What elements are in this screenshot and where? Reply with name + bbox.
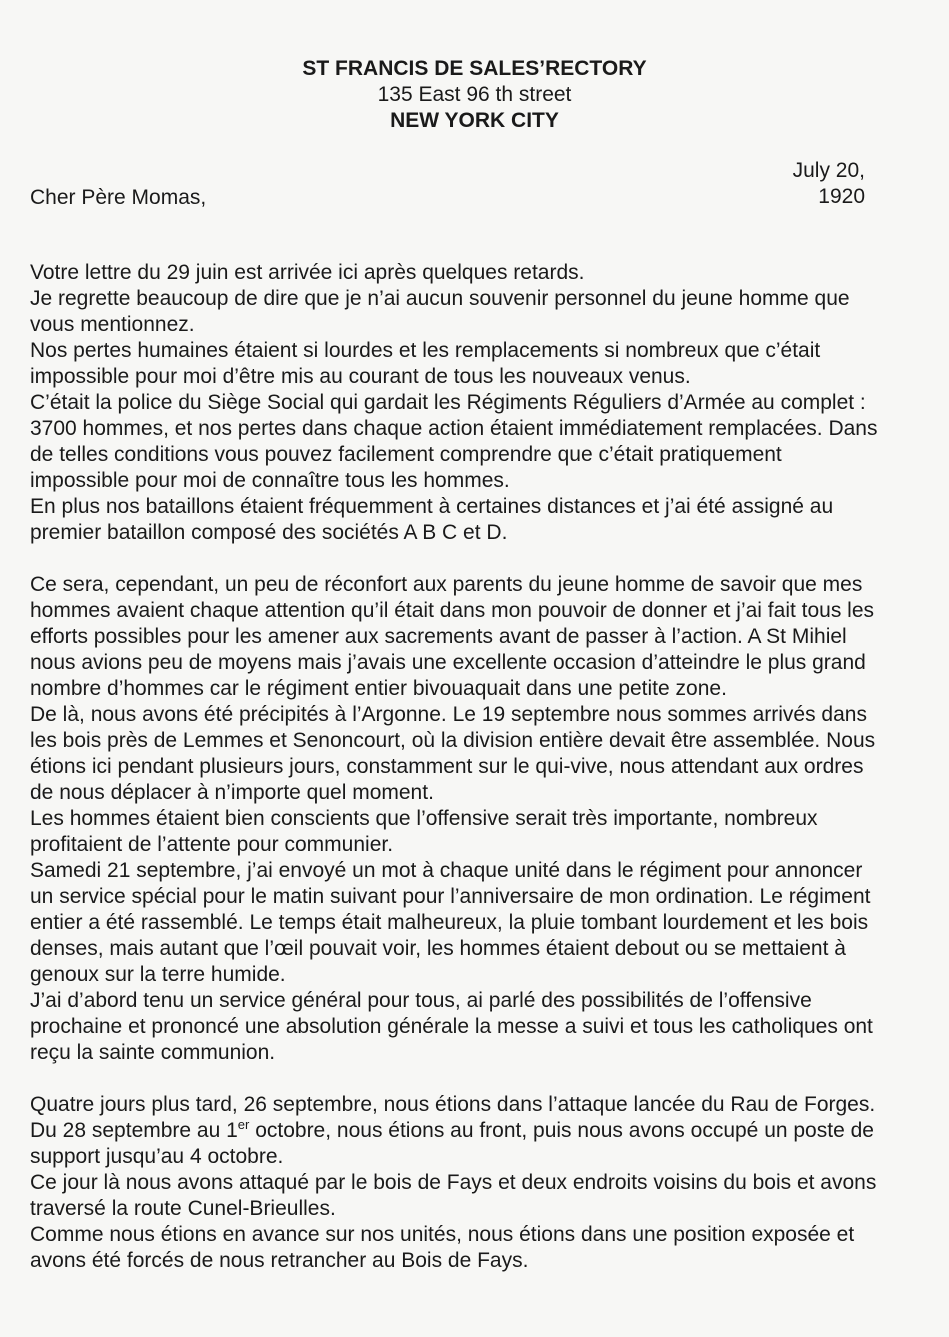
letterhead-city: NEW YORK CITY bbox=[390, 109, 559, 132]
letter-date bbox=[793, 158, 865, 210]
paragraph: Ce jour là nous avons attaqué par le bois de Fays et deux endroits voisins du bois et avons traversé la route Cunel-Brieulles. bbox=[30, 1171, 877, 1220]
letterhead-address: 135 East 96 th street bbox=[377, 83, 572, 106]
paragraph: Comme nous étions en avance sur nos unités, nous étions dans une position exposée et avons été forcés de nous retrancher au Bois de Fays. bbox=[30, 1223, 855, 1272]
paragraph: Nos pertes humaines étaient si lourdes et les remplacements si nombreux que c’était impossible pour moi d’être mis au courant de tous les nouveaux venus. bbox=[30, 339, 821, 388]
paragraph: Samedi 21 septembre, j’ai envoyé un mot à chaque unité dans le régiment pour annoncer un service spécial pour le matin suivant pour l’anniversaire de mon ordination. Le régiment entier a été rassemblé. Le temps était malheureux, la pluie tombant lourdement et les bois denses, mais autant que l’œil pouvait voir, les hommes étaient debout ou se mettaient à genoux sur la terre humide. bbox=[30, 859, 871, 986]
letterhead bbox=[0, 56, 949, 134]
date-month-day: July 20, bbox=[792, 159, 865, 182]
paragraph-text: octobre, nous étions au front, puis nous avons occupé un poste de support jusqu’au 4 octobre. bbox=[30, 1119, 874, 1168]
paragraph: J’ai d’abord tenu un service général pour tous, ai parlé des possibilités de l’offensive prochaine et prononcé une absolution générale la messe a suivi et tous les catholiques ont reçu la sainte communion. bbox=[30, 989, 873, 1064]
paragraph: Je regrette beaucoup de dire que je n’ai aucun souvenir personnel du jeune homme que vous mentionnez. bbox=[30, 287, 850, 336]
letter-body bbox=[30, 260, 880, 1274]
paragraph: Les hommes étaient bien conscients que l’offensive serait très importante, nombreux profitaient de l’attente pour communier. bbox=[30, 807, 818, 856]
paragraph-gap bbox=[30, 546, 880, 572]
paragraph: De là, nous avons été précipités à l’Argonne. Le 19 septembre nous sommes arrivés dans les bois près de Lemmes et Senoncourt, où la division entière devait être assemblée. Nous étions ici pendant plusieurs jours, constamment sur le qui-vive, nous attendant aux ordres de nous déplacer à n’importe quel moment. bbox=[30, 703, 876, 804]
paragraph-gap bbox=[30, 1066, 880, 1092]
paragraph bbox=[30, 1092, 880, 1170]
paragraph: Votre lettre du 29 juin est arrivée ici après quelques retards. bbox=[30, 261, 585, 284]
paragraph: Ce sera, cependant, un peu de réconfort aux parents du jeune homme de savoir que mes hommes avaient chaque attention qu’il était dans mon pouvoir de donner et j’ai fait tous les efforts possibles pour les amener aux sacrements avant de passer à l’action. A St Mihiel nous avions peu de moyens mais j’avais une excellente occasion d’atteindre le plus grand nombre d’hommes car le régiment entier bivouaquait dans une petite zone. bbox=[30, 573, 875, 700]
paragraph: C’était la police du Siège Social qui gardait les Régiments Réguliers d’Armée au complet : 3700 hommes, et nos pertes dans chaque action étaient immédiatement remplacées. Dans de telles conditions vous pouvez facilement comprendre que c’était pratiquement impossible pour moi de connaître tous les hommes. bbox=[30, 391, 878, 492]
paragraph-text: Quatre jours plus tard, 26 septembre, nous étions dans l’attaque lancée du Rau de Forges. Du 28 septembre au 1 bbox=[30, 1093, 876, 1142]
salutation: Cher Père Momas, bbox=[30, 186, 207, 209]
date-year: 1920 bbox=[818, 185, 865, 208]
paragraph: En plus nos bataillons étaient fréquemment à certaines distances et j’ai été assigné au premier bataillon composé des sociétés A B C et D. bbox=[30, 495, 834, 544]
ordinal-superscript: er bbox=[237, 1117, 250, 1132]
letterhead-rectory: ST FRANCIS DE SALES’RECTORY bbox=[302, 57, 647, 80]
